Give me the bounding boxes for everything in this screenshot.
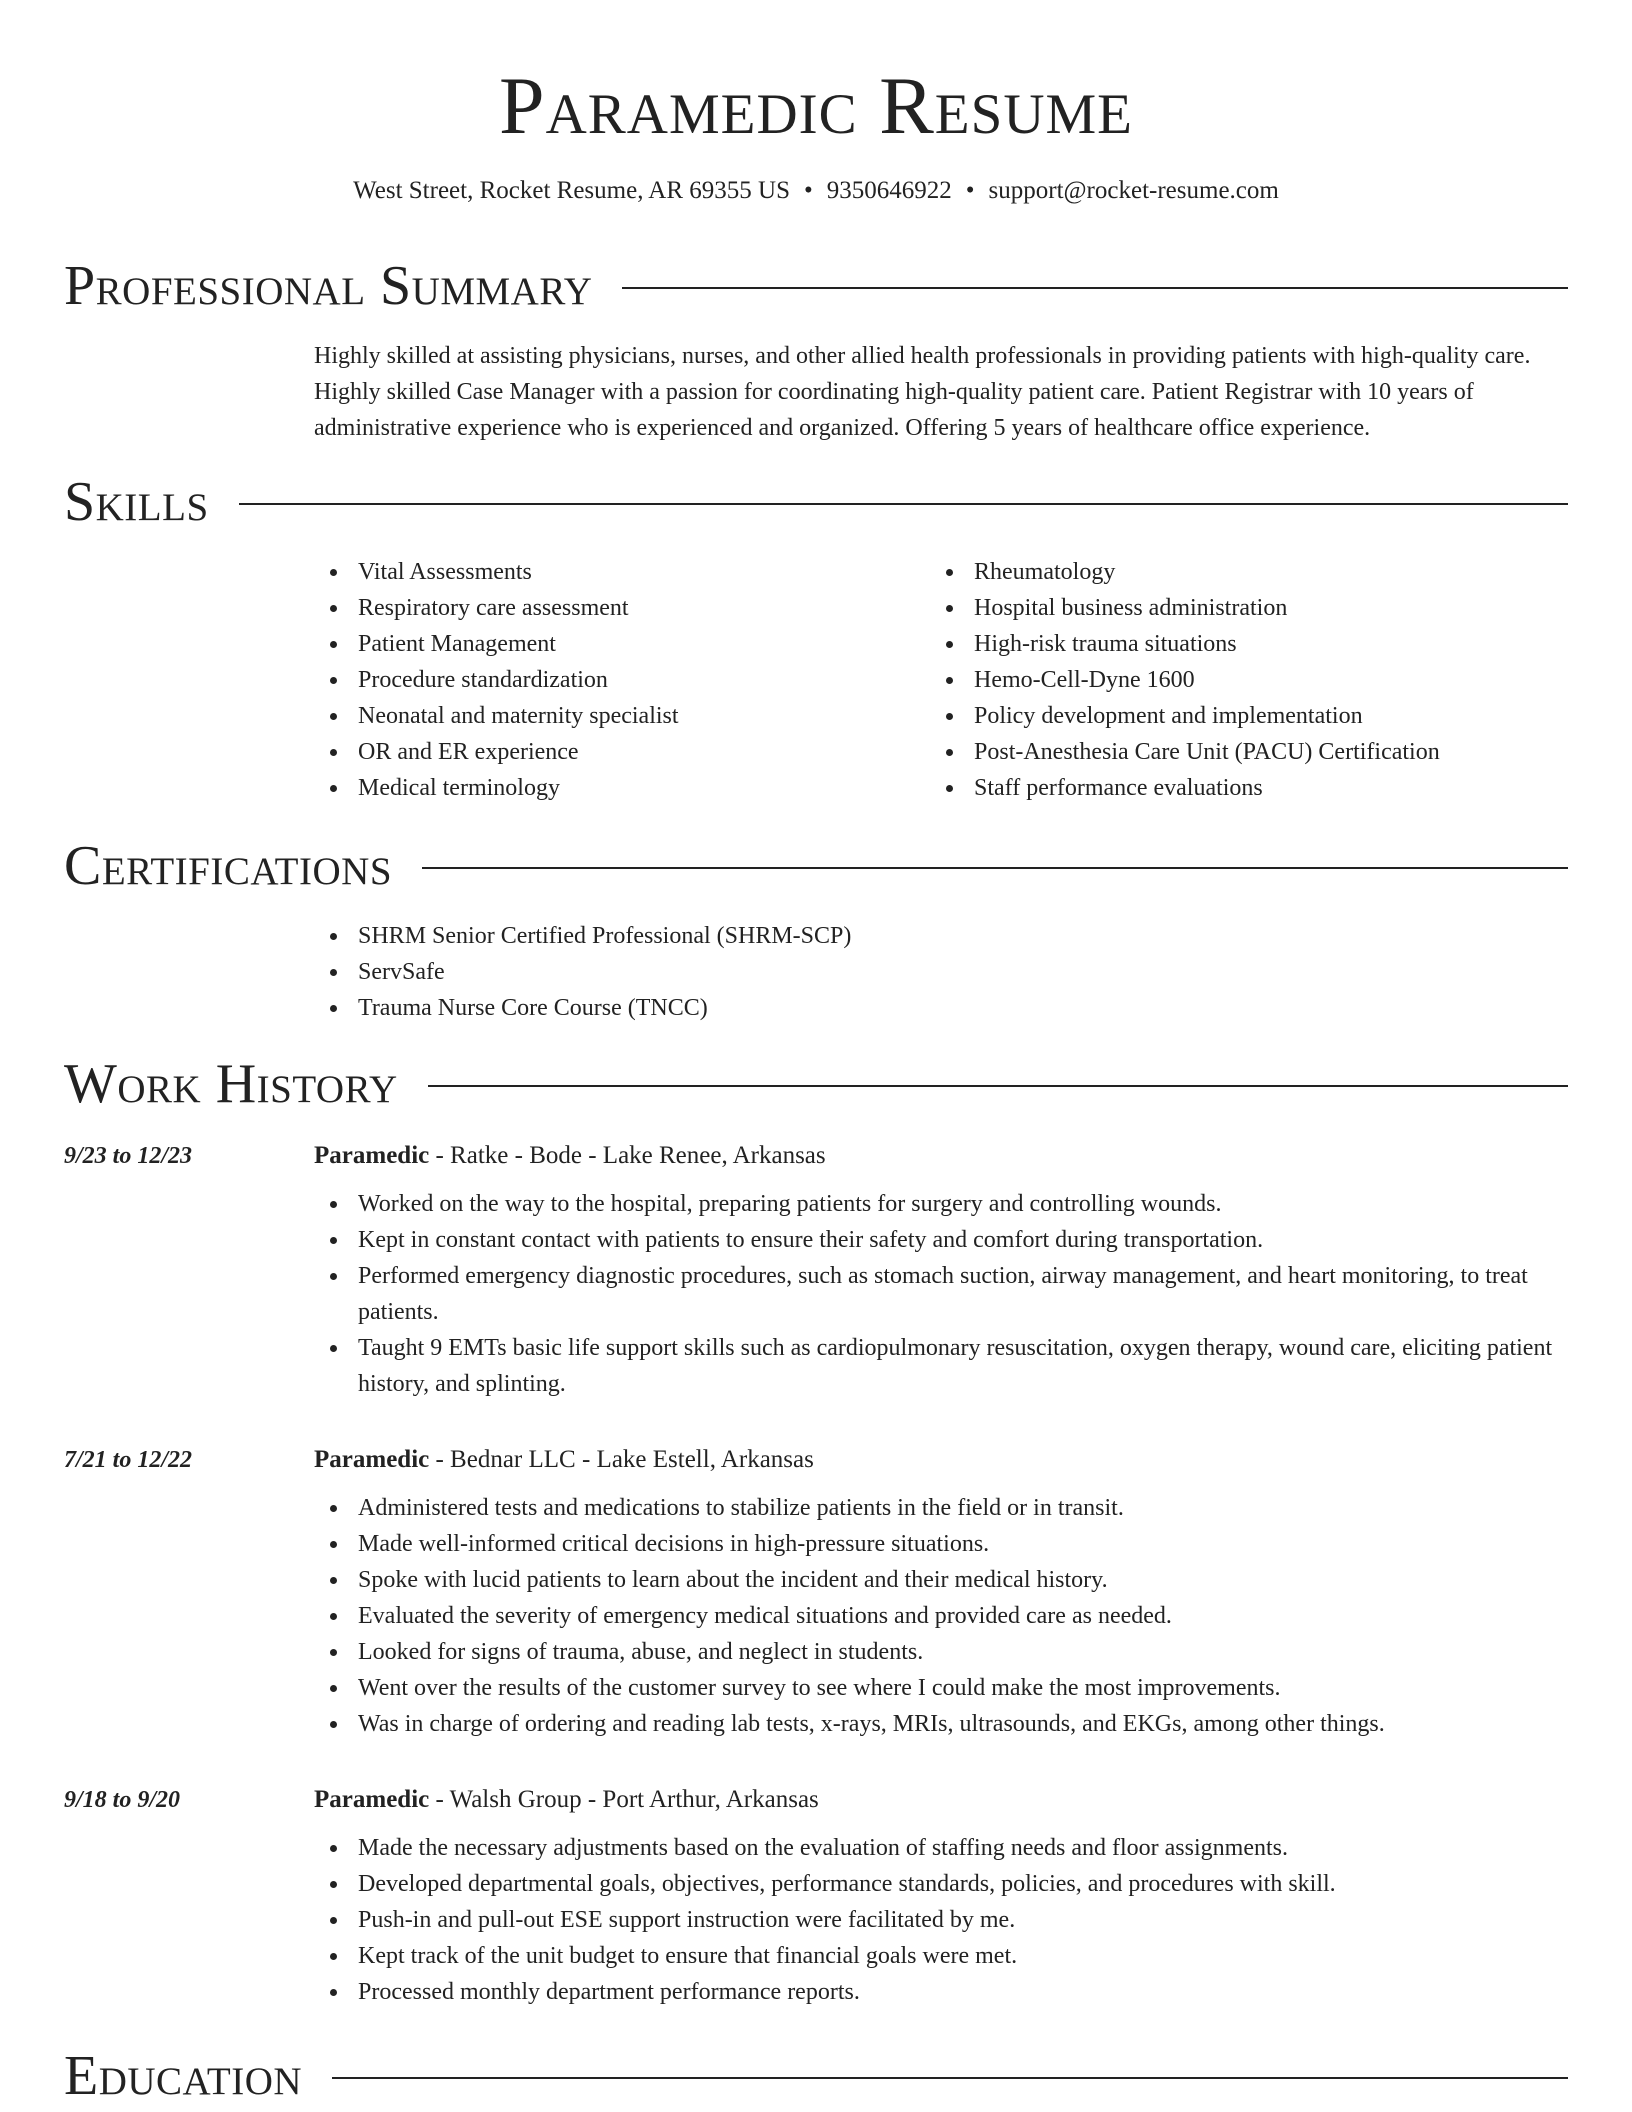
section-divider <box>428 1085 1568 1087</box>
section-divider <box>239 503 1568 505</box>
job-bullets <box>314 1490 1584 1742</box>
contact-separator: • <box>965 177 975 204</box>
section-title: Skills <box>64 471 209 533</box>
job-bullet: Went over the results of the customer survey to see where I could make the most improvements. <box>314 1670 1584 1706</box>
skill-item: Respiratory care assessment <box>314 590 914 626</box>
job-title: Paramedic <box>314 1142 430 1169</box>
job-heading <box>314 1782 819 1818</box>
section-education-header <box>64 2044 1568 2108</box>
skill-item: Medical terminology <box>314 770 914 806</box>
skill-item: Staff performance evaluations <box>930 770 1570 806</box>
contact-address: West Street, Rocket Resume, AR 69355 US <box>353 177 790 204</box>
skill-item: Post-Anesthesia Care Unit (PACU) Certification <box>930 734 1570 770</box>
job-bullet: Push-in and pull-out ESE support instruction were facilitated by me. <box>314 1902 1584 1938</box>
skill-item: Vital Assessments <box>314 554 914 590</box>
job-heading <box>314 1442 814 1478</box>
certification-item: SHRM Senior Certified Professional (SHRM-SCP) <box>314 918 1514 954</box>
job-title: Paramedic <box>314 1786 430 1813</box>
job-bullet: Kept track of the unit budget to ensure that financial goals were met. <box>314 1938 1584 1974</box>
job-bullet: Worked on the way to the hospital, preparing patients for surgery and controlling wounds. <box>314 1186 1584 1222</box>
section-divider <box>332 2077 1568 2079</box>
job-company: - Bednar LLC - Lake Estell, Arkansas <box>429 1446 814 1473</box>
job-heading <box>314 1138 826 1174</box>
section-work-history-header <box>64 1052 1568 1116</box>
job-company: - Ratke - Bode - Lake Renee, Arkansas <box>429 1142 826 1169</box>
job-bullet: Taught 9 EMTs basic life support skills such as cardiopulmonary resuscitation, oxygen therapy, wound care, eliciting patient history, and splinting. <box>314 1330 1584 1402</box>
section-summary-header <box>64 254 1568 318</box>
skills-list-left <box>314 554 914 806</box>
job-bullet: Kept in constant contact with patients to ensure their safety and comfort during transportation. <box>314 1222 1584 1258</box>
job-dates: 9/18 to 9/20 <box>64 1787 181 1813</box>
contact-separator: • <box>804 177 813 204</box>
skill-item: Hospital business administration <box>930 590 1570 626</box>
job-bullets <box>314 1186 1584 1402</box>
section-title: Certifications <box>64 835 393 897</box>
skill-item: Policy development and implementation <box>930 698 1570 734</box>
certification-item: ServSafe <box>314 954 1514 990</box>
section-certifications-header <box>64 834 1568 898</box>
contact-line <box>0 174 1632 208</box>
contact-email: support@rocket-resume.com <box>988 177 1279 204</box>
skill-item: High-risk trauma situations <box>930 626 1570 662</box>
resume-title: Paramedic Resume <box>499 60 1133 151</box>
job-bullet: Processed monthly department performance reports. <box>314 1974 1584 2010</box>
skill-item: OR and ER experience <box>314 734 914 770</box>
section-title: Education <box>64 2045 303 2107</box>
skills-list-right <box>930 554 1570 806</box>
job-bullet: Made the necessary adjustments based on the evaluation of staffing needs and floor assignments. <box>314 1830 1584 1866</box>
skill-item: Neonatal and maternity specialist <box>314 698 914 734</box>
skill-item: Patient Management <box>314 626 914 662</box>
job-dates: 9/23 to 12/23 <box>64 1143 193 1169</box>
job-bullet: Developed departmental goals, objectives, performance standards, policies, and procedures with skill. <box>314 1866 1584 1902</box>
section-title: Professional Summary <box>64 255 593 317</box>
skill-item: Procedure standardization <box>314 662 914 698</box>
skill-item: Hemo-Cell-Dyne 1600 <box>930 662 1570 698</box>
job-bullet: Was in charge of ordering and reading lab tests, x-rays, MRIs, ultrasounds, and EKGs, among other things. <box>314 1706 1584 1742</box>
job-bullet: Performed emergency diagnostic procedures, such as stomach suction, airway management, and heart monitoring, to treat patients. <box>314 1258 1584 1330</box>
section-divider <box>422 867 1568 869</box>
section-divider <box>622 287 1568 289</box>
skill-item: Rheumatology <box>930 554 1570 590</box>
job-bullet: Looked for signs of trauma, abuse, and neglect in students. <box>314 1634 1584 1670</box>
certifications-list <box>314 918 1514 1026</box>
job-bullet: Made well-informed critical decisions in high-pressure situations. <box>314 1526 1584 1562</box>
job-company: - Walsh Group - Port Arthur, Arkansas <box>429 1786 819 1813</box>
job-bullet: Administered tests and medications to stabilize patients in the field or in transit. <box>314 1490 1584 1526</box>
job-title: Paramedic <box>314 1446 430 1473</box>
job-bullets <box>314 1830 1584 2010</box>
section-title: Work History <box>64 1053 398 1115</box>
certification-item: Trauma Nurse Core Course (TNCC) <box>314 990 1514 1026</box>
section-skills-header <box>64 470 1568 534</box>
job-bullet: Spoke with lucid patients to learn about the incident and their medical history. <box>314 1562 1584 1598</box>
summary-text: Highly skilled at assisting physicians, nurses, and other allied health professionals in providing patients with high-quality care. Highly skilled Case Manager with a passion for coordinating high-quality patient care. Patient Registrar with 10 years of administrative experience who is experienced and organized. Offering 5 years of healthcare office experience. <box>314 343 1531 441</box>
job-bullet: Evaluated the severity of emergency medical situations and provided care as needed. <box>314 1598 1584 1634</box>
contact-phone: 9350646922 <box>826 177 952 204</box>
job-dates: 7/21 to 12/22 <box>64 1447 193 1473</box>
